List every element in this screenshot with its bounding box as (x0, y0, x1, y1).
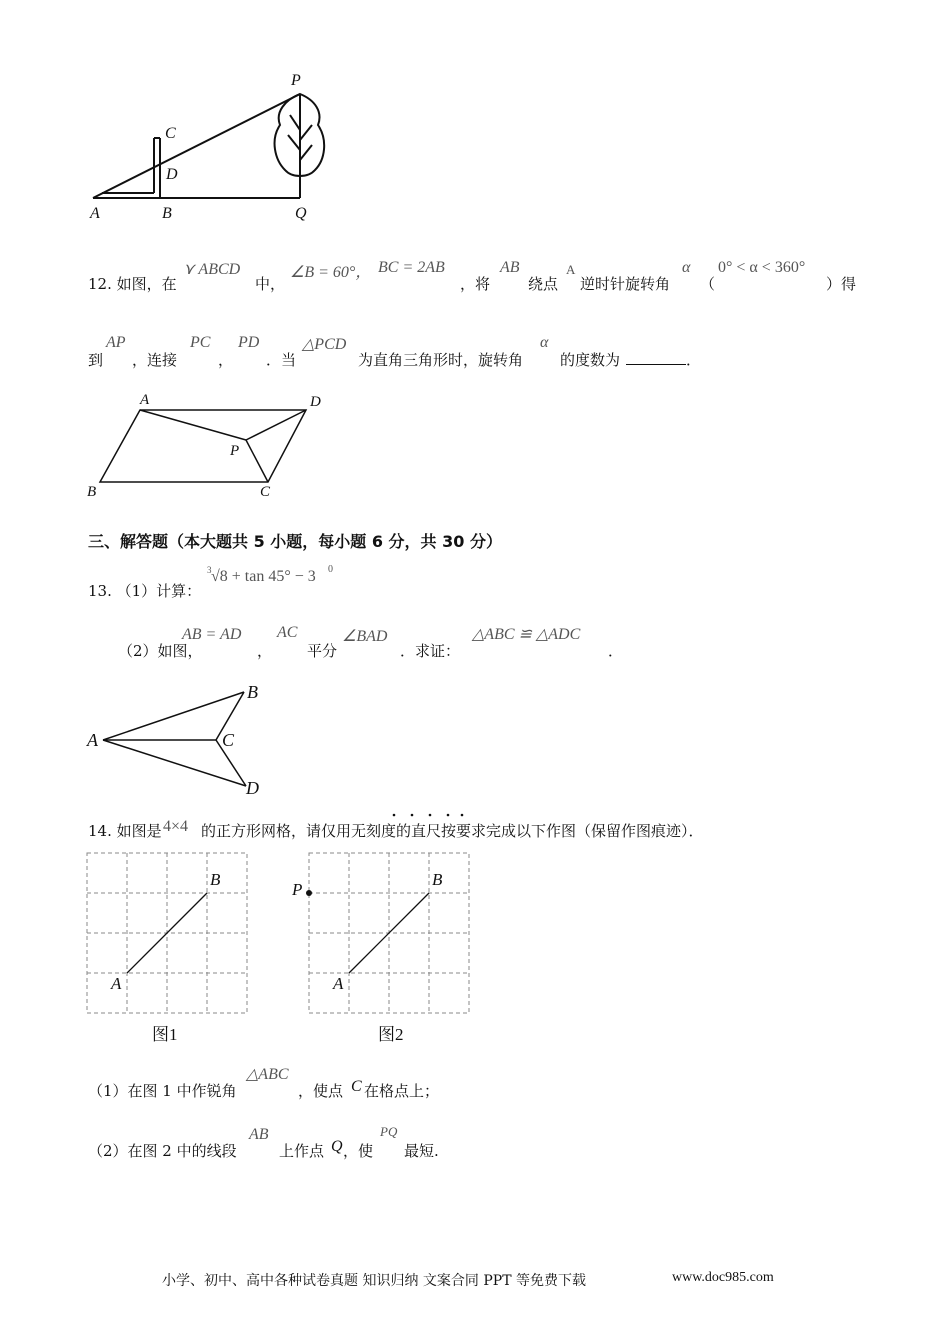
q12-text: 为直角三角形时，旋转角 (358, 351, 524, 369)
q14-segment-pq: PQ (380, 1124, 398, 1139)
q12-text: ．当 (266, 351, 297, 369)
q12-text: 的度数为 (560, 351, 621, 369)
point-d-label: D (166, 166, 178, 183)
q13-text: ． (608, 642, 624, 660)
vertex-a-label: A (140, 392, 150, 408)
q12-angle-b: ∠B = 60°， (290, 264, 372, 281)
q13-text: ， (257, 642, 273, 660)
footer-text: 小学、初中、高中各种试卷真题 知识归纳 文案合同 PPT 等免费下载 (162, 1273, 586, 1289)
q12-triangle-pcd: △PCD (302, 336, 347, 353)
q13-ac: AC (277, 624, 298, 641)
q14-triangle-abc: △ABC (246, 1066, 289, 1083)
q14-part1: （1）在图 1 中作锐角 (88, 1082, 237, 1100)
q12-ab: AB (500, 259, 520, 276)
q12-text: ， (218, 351, 234, 369)
q12-alpha: α (682, 259, 691, 276)
q14-grid-size: 4×4 (163, 818, 189, 835)
kite-c-label: C (222, 730, 235, 750)
point-p-dot (306, 890, 312, 896)
grid2-b-label: B (432, 870, 443, 889)
grid1-a-label: A (111, 974, 122, 993)
q12-text: ，连接 (132, 351, 178, 369)
q12-text: ． (686, 351, 702, 369)
q14-text: ，使 (343, 1142, 374, 1160)
section-title: 三、解答题（本大题共 5 小题，每小题 6 分，共 30 分） (88, 532, 502, 551)
q13-root-index: 3 (207, 565, 212, 575)
q13-text: ．求证： (400, 642, 461, 660)
vertex-d-label: D (310, 394, 321, 410)
point-c-label: C (165, 125, 176, 142)
q14-point-c: C (351, 1078, 362, 1095)
kite-b-label: B (247, 682, 258, 702)
kite-a-label: A (87, 730, 98, 750)
footer-link[interactable]: www.doc985.com (672, 1270, 774, 1285)
grid2-p-label: P (292, 880, 303, 899)
q12-point-a: A (566, 262, 576, 277)
q13-exponent: 0 (328, 564, 333, 575)
q12-alpha: α (540, 334, 549, 351)
point-a-label: A (90, 205, 100, 222)
q13-text: 平分 (307, 642, 338, 660)
vertex-c-label: C (260, 484, 271, 500)
figure1-caption: 图1 (152, 1025, 178, 1044)
q13-congruent: △ABC ≌ △ADC (472, 626, 581, 643)
q14-text: 最短. (404, 1142, 439, 1160)
q12-text: 中， (255, 275, 286, 293)
q13-expression: √8 + tan 45° − 3 (211, 568, 316, 585)
q12-text: 到 (88, 351, 104, 369)
q14-segment-ab: AB (249, 1126, 269, 1143)
q13-angle-bad: ∠BAD (342, 628, 388, 645)
point-p-label: P (291, 72, 301, 89)
q12-bc-eq: BC = 2AB (378, 259, 445, 276)
point-q-label: Q (295, 205, 307, 222)
q12-text: 逆时针旋转角 (580, 275, 671, 293)
vertex-p-label: P (230, 443, 240, 459)
q12-range: 0° < α < 360° (718, 259, 806, 276)
q12-text: ）得 (826, 275, 857, 293)
q14-text: 上作点 (279, 1142, 325, 1160)
q12-ap: AP (106, 334, 126, 351)
q14-point-q: Q (331, 1138, 343, 1155)
q12-number: 12. 如图，在 (88, 275, 177, 293)
q14-text: 在格点上； (364, 1082, 440, 1100)
q12-pd: PD (238, 334, 260, 351)
grid1-b-label: B (210, 870, 221, 889)
q12-pc: PC (190, 334, 211, 351)
q14-text: 的正方形网格，请仅用无刻度的直尺按要求完成以下作图（保留作图痕迹）． (201, 822, 704, 840)
q12-text: 绕点 (528, 275, 559, 293)
q12-text: ，将 (460, 275, 491, 293)
q13-part1-label: 13. （1）计算： (88, 582, 202, 600)
figure2-caption: 图2 (378, 1025, 404, 1044)
q14-text: 14. 如图是 (88, 822, 162, 840)
q13-ab-ad: AB = AD (182, 626, 242, 643)
q12-parallelogram: ⋎ ABCD (183, 261, 241, 278)
q14-text: ，使点 (298, 1082, 344, 1100)
point-b-label: B (162, 205, 172, 222)
q14-part2: （2）在图 2 中的线段 (88, 1142, 237, 1160)
kite-d-label: D (246, 778, 259, 798)
q13-part2-label: （2）如图， (118, 642, 203, 660)
q12-text: （ (700, 275, 716, 293)
vertex-b-label: B (87, 484, 97, 500)
grid2-a-label: A (333, 974, 344, 993)
